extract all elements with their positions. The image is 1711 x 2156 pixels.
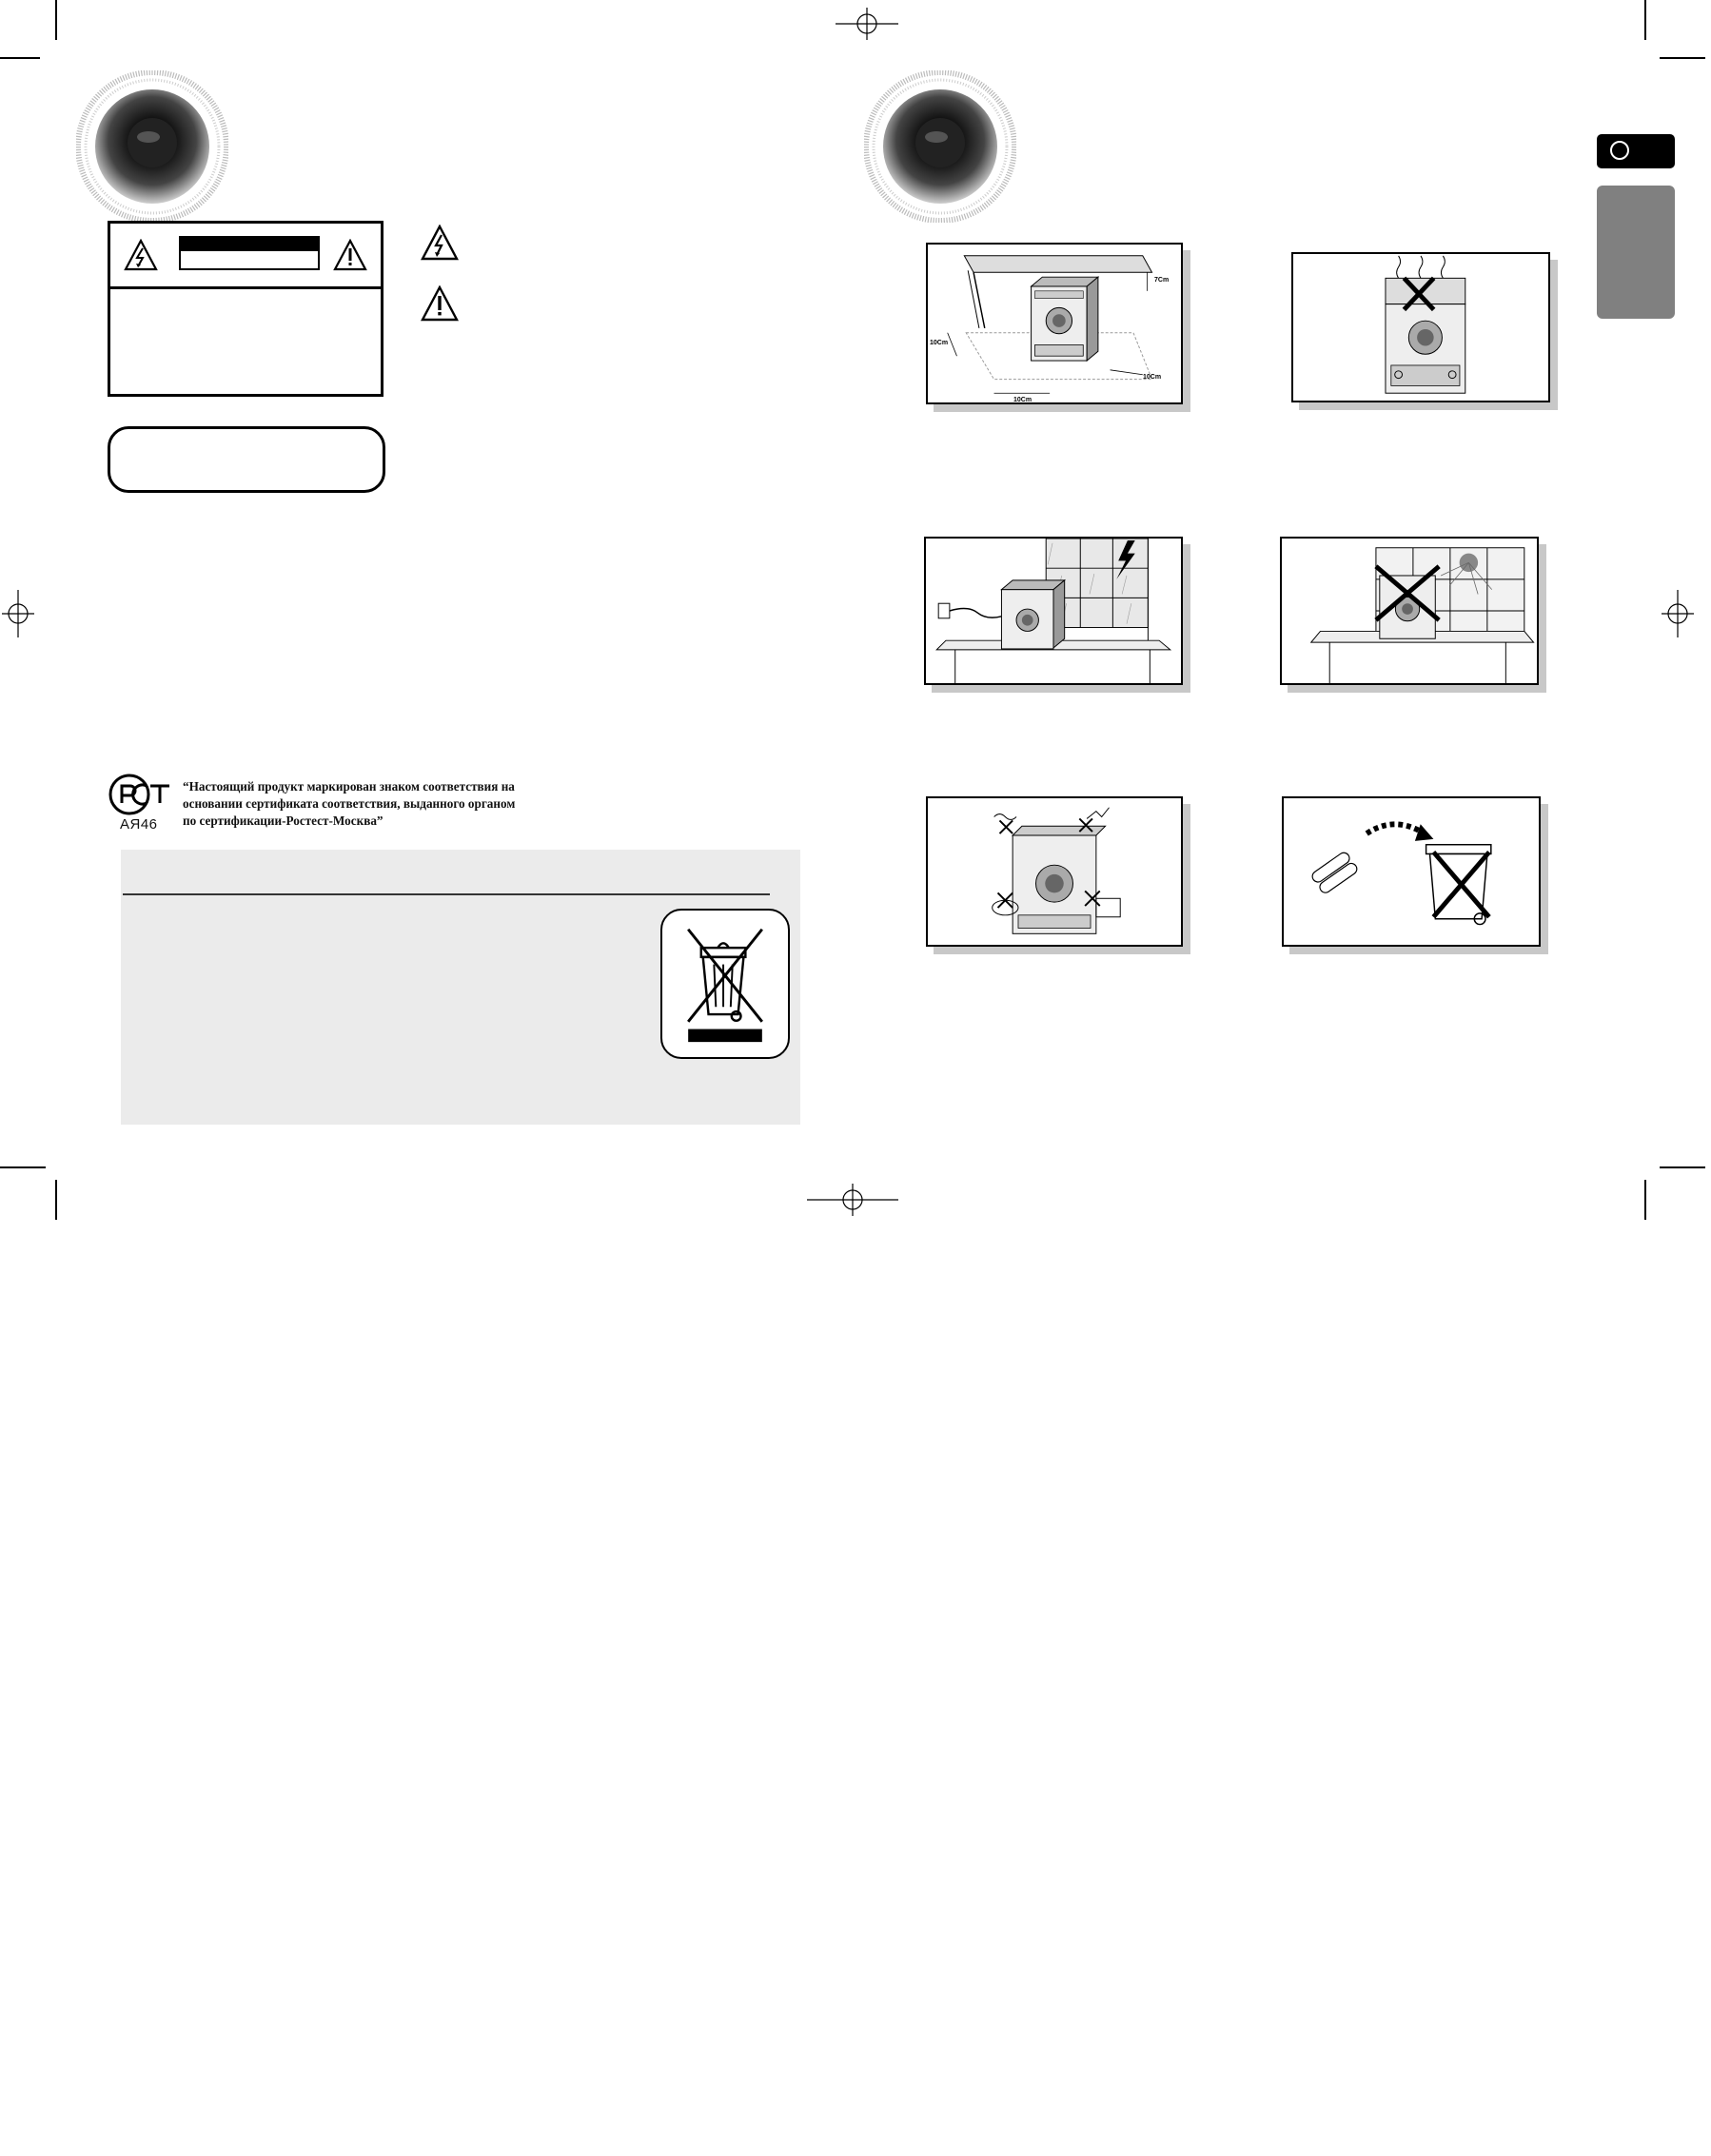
illustration-unplug-during-storm [924, 537, 1183, 685]
language-tab [1597, 134, 1675, 168]
divider [123, 893, 770, 895]
lightning-triangle-icon [124, 239, 158, 271]
language-indicator-icon [1610, 141, 1629, 160]
illustration-no-heat-source [1291, 252, 1550, 402]
certification-notice-line: по сертификации-Ростест-Москва” [183, 813, 384, 828]
crop-mark [1660, 57, 1705, 59]
crop-mark [1660, 1166, 1705, 1168]
certification-notice-line: “Настоящий продукт маркирован знаком соответствия на [183, 779, 515, 794]
illustration-no-direct-sunlight [1280, 537, 1539, 685]
clearance-label-right: 10Cm [1143, 374, 1162, 381]
certification-notice [183, 778, 582, 830]
clearance-label-top: 7Cm [1154, 277, 1170, 284]
clearance-label-left: 10Cm [930, 340, 949, 346]
crop-mark [1644, 0, 1646, 40]
registration-mark-icon [2, 590, 34, 637]
speaker-cone-icon [76, 70, 228, 223]
registration-mark-icon [807, 1184, 898, 1216]
crop-mark [55, 1180, 57, 1220]
speaker-cone-icon [864, 70, 1016, 223]
caution-header [110, 224, 381, 289]
crop-mark [1644, 1180, 1646, 1220]
section-tab [1597, 186, 1675, 319]
clearance-label-bottom: 10Cm [1013, 397, 1032, 403]
lightning-triangle-icon [421, 225, 459, 261]
registration-mark-icon [836, 8, 898, 40]
caution-box [108, 221, 384, 397]
illustration-battery-disposal [1282, 796, 1541, 947]
illustration-no-objects-on-unit [926, 796, 1183, 947]
illustration-ventilation-clearance [926, 243, 1183, 404]
crossed-out-wheelie-bin-icon [660, 909, 790, 1059]
certification-code: AЯ46 [120, 816, 158, 833]
registration-mark-icon [1662, 590, 1694, 637]
crop-mark [0, 1166, 46, 1168]
crop-mark [55, 0, 57, 40]
crop-mark [0, 57, 40, 59]
exclamation-triangle-icon [421, 285, 459, 322]
pct-certification-logo [108, 773, 173, 816]
certification-notice-line: основании сертификата соответствия, выданного органом [183, 796, 516, 811]
caution-label-bar [179, 236, 320, 270]
rounded-note-box [108, 426, 385, 493]
exclamation-triangle-icon [333, 239, 367, 271]
